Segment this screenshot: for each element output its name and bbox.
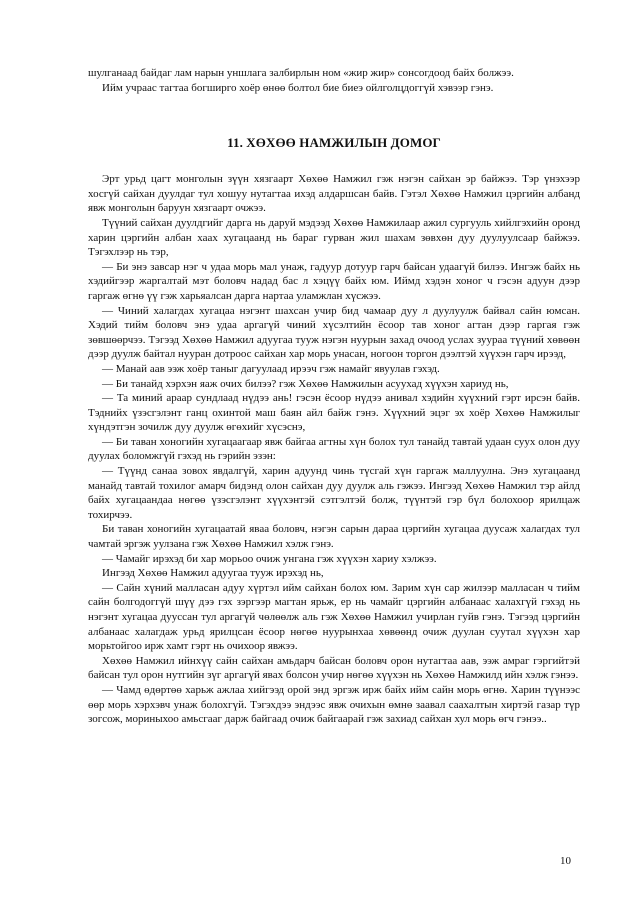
- body-paragraph: — Би таван хоногийн хугацаагаар явж байгаа агтны хүн болох тул танайд тавтай удаан суух олон дуу дуулах боломжгүй гэхэд нь гэрийн эзэн:: [88, 435, 580, 463]
- body-paragraph: — Та миний араар сундлаад нүдээ ань! гэсэн ёсоор нүдээ анивал хэдийн хүүхний гэрт ирсэн байв. Тэднийх үзэсгэлэнт ганц охинтой маш баян айл байж гэнэ. Хүүхний эцэг эх хоёр Хөхөө Намжилыг хүндэтгэн зочилж дуу дуулж өгөхийг хүсэснэ,: [88, 392, 580, 434]
- paragraph-top-2: Ийм учраас тагтаа богширго хоёр өнөө болтол бие биеэ ойлголцдоггүй хэвээр гэнэ.: [102, 81, 494, 94]
- body-paragraph: — Би танайд хэрхэн яаж очих билээ? гэж Хөхөө Намжилын асуухад хүүхэн хариуд нь,: [102, 377, 509, 390]
- chapter-title: 11. ХӨХӨӨ НАМЖИЛЫН ДОМОГ: [227, 135, 441, 151]
- body-paragraph: — Сайн хүний малласан адуу хүртэл ийм сайхан болох юм. Зарим хүн сар жилээр малласан ч тийм сайн болгодоггүй шүү дээ гэх зэргээр магтан ярьж, ер нь чамайг цэргийн албанаас халахгүй гэхэд нь нэгэнт хугацаа дууссан тул аргагүй чөлөөлж аль гэж Хөхөө Намжил учирлан гуйв гэнэ. Тэгээд цэргийн албанаас халагдаж урьд ярилцсан ёсоор нөгөө нуурынхаа хөвөөнд очиж дуулан суутал хүүхэн хар морьтойгоо ирж хамт гэрт нь очихоор явжээ.: [88, 581, 580, 653]
- body-paragraph: Түүний сайхан дуулдгийг дарга нь даруй мэдээд Хөхөө Намжилаар ажил сургууль хийлгэхийн оронд харин цэргийн албан хаах хугацаанд нь бараг гурван жил шахам зөвхөн дуу дуулуулсаар байжээ. Тэгэхлээр нь тэр,: [88, 216, 580, 259]
- body-paragraph: Хөхөө Намжил ийнхүү сайн сайхан амьдарч байсан боловч орон нутагтаа аав, ээж амраг гэргийтэй байсан тул орон нутгийн зүг аргагүй явах болсон учир нөгөө хүүхэн нь Хөхөө Намжилд ийн хэлж гэнээ.: [88, 654, 580, 682]
- body-paragraph: Ингээд Хөхөө Намжил адуугаа тууж ирэхэд нь,: [102, 567, 324, 580]
- body-paragraph: — Чамайг ирэхэд би хар морьоо очиж унгана гэж хүүхэн хариу хэлжээ.: [102, 552, 437, 565]
- paragraph-top-1: шулганаад байдаг лам нарын уншлага залбирлын ном «жир жир» сонсогдоод байх болжээ.: [88, 67, 514, 79]
- body-paragraph: — Би энэ завсар нэг ч удаа морь мал унаж, гадуур дотуур гарч байсан удаагүй билээ. Ингэж байх нь хэдийгээр жаргалтай мэт боловч надад бас л хэцүү байх юм. Иймд хэдэн хоног ч гэсэн адуун дээр гаргаж өгнө үү гэж харьяалсан дарга нартаа уламжлан хүсжээ.: [88, 260, 580, 302]
- body-paragraph: Эрт урьд цагт монголын зүүн хязгаарт Хөхөө Намжил гэж нэгэн сайхан эр байжээ. Тэр үнэхээр хосгүй сайхан дуулдаг тул хошуу нутагтаа ихэд алдаршсан байв. Гэтэл Хөхөө Намжил цэргийн албанд явж монголын баруун хязгаарт очжээ.: [88, 173, 580, 215]
- body-paragraph: — Түүнд санаа зовох явдалгүй, харин адуунд чинь түсгай хүн гаргаж маллуулна. Энэ хугацаанд манайд тавтай тохилог амарч бидэнд олон сайхан дуу дуулж аль гэжээ. Ингээд Хөхөө Намжил тэр айлд байх хугацаандаа нөгөө үзэсгэлэнт хүүхэнтэй сэтгэлтэй болж, түүнтэй гэр бүл болохоор ярилцаж тохирчээ.: [88, 465, 580, 521]
- body-paragraph: — Чамд өдөртөө харьж ажлаа хийгээд орой энд эргэж ирж байх ийм сайн морь өгнө. Харин түүнээс өөр морь хэрхэвч унаж болохгүй. Тэгэхдээ эндээс явж очихын өмнө заавал саахалтын хиртэй газар түр зогсож, мориныхоо амьсгааг дарж байгаад очиж байгаарай гэж захиад сайхан хул морь өгч гэнээ..: [88, 683, 580, 726]
- body-paragraph: — Чиний халагдах хугацаа нэгэнт шахсан учир бид чамаар дуу л дуулуулж байвал сайн юмсан. Хэдий тийм боловч энэ удаа аргагүй чиний хүсэлтийн ёсоор тав хоног агтан дээр гаргая гэж зөвшөөрчээ. Тэгээд Хөхөө Намжил адуугаа тууж нэгэн нуурын захад очоод услах зуураа түүний хөвөөн дээр дуулж байтал нууран дотроос сайхан хар морь унасан, ногоон торгон дээлтэй хүүхэн гарч ирээд,: [88, 304, 580, 361]
- page-number: 10: [560, 855, 571, 867]
- document-page: [88, 66, 580, 727]
- body-paragraph: — Манай аав ээж хоёр таныг дагуулаад ирээч гэж намайг явуулав гэхэд.: [102, 362, 440, 375]
- body-paragraph: Би таван хоногийн хугацаатай яваа боловч, нэгэн сарын дараа цэргийн хугацаа дуусаж халагдах тул чамтай эргэж уулзана гэж Хөхөө Намжил хэлж гэнэ.: [88, 523, 580, 551]
